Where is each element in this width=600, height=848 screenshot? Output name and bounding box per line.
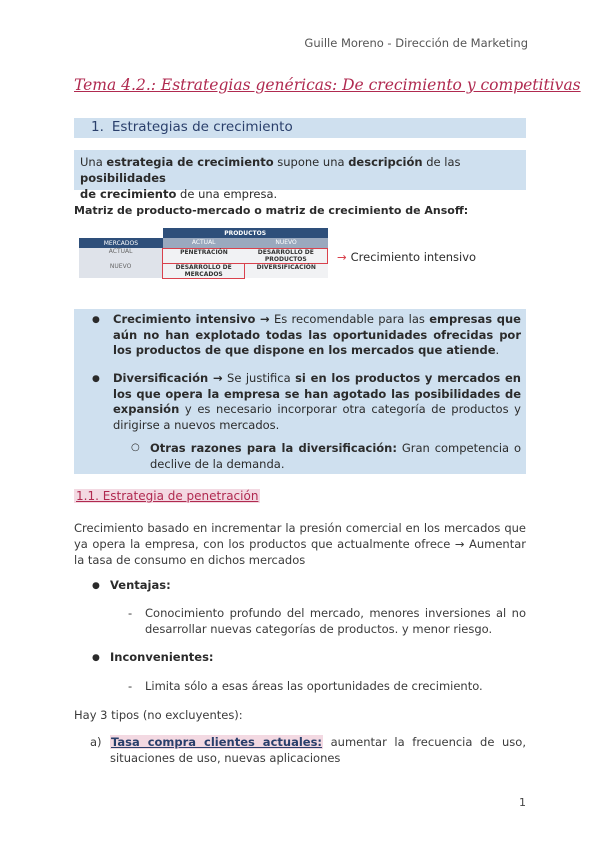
matrix-markets-header: MERCADOS [79, 238, 163, 248]
arrow-icon: → [337, 250, 347, 264]
bullet-title: Crecimiento intensivo → [113, 312, 270, 326]
bullet-intensivo [113, 312, 521, 359]
matrix-annotation-label: Crecimiento intensivo [350, 250, 477, 264]
tipo-a-title: Tasa compra clientes actuales: [111, 735, 323, 749]
section-number: 1. [91, 119, 104, 135]
matrix-col-actual: ACTUAL [163, 238, 245, 248]
matrix-row-nuevo: NUEVO [79, 263, 163, 278]
definition-term: descripción [348, 155, 423, 169]
list-letter: a) [90, 735, 102, 749]
tipo-a-text: aumentar la frecuencia de uso, situaciones de uso, nuevas aplicaciones [110, 735, 526, 765]
page-title: Tema 4.2.: Estrategias genéricas: De crecimiento y competitivas [74, 76, 581, 94]
document-header: Guille Moreno - Dirección de Marketing [304, 36, 528, 50]
bullet-emphasis: empresas que aún no han explotado todas las oportunidades ofrecidas por los productos de que dispone en los mercados que atiende [113, 312, 521, 357]
matrix-col-nuevo: NUEVO [245, 238, 328, 248]
bullet-text: Se justifica [222, 371, 296, 385]
definition-term: estrategia de crecimiento [106, 155, 274, 169]
ventajas-text: Conocimiento profundo del mercado, menores inversiones al no desarrollar nuevas categorías de productos. y menor riesgo. [145, 606, 526, 636]
section-heading [74, 118, 526, 138]
bullet-text: . [495, 343, 500, 357]
bullet-icon: ● [92, 374, 100, 384]
sub-bullet-otras-razones [150, 441, 521, 472]
matrix-cell-penetracion: PENETRACIÓN [163, 248, 245, 263]
tipos-intro: Hay 3 tipos (no excluyentes): [74, 708, 243, 722]
bullet-title: Otras razones para la diversificación: [150, 441, 397, 455]
bullet-title: Diversificación → [113, 371, 223, 385]
definition-box [74, 150, 526, 201]
matrix-caption: Matriz de producto-mercado o matriz de crecimiento de Ansoff: [74, 204, 469, 217]
matrix-annotation [337, 250, 476, 264]
definition-text: Una [80, 155, 107, 169]
bullet-icon: ● [92, 581, 100, 591]
bullet-icon: ● [92, 315, 100, 325]
definition-term: posibilidades [80, 171, 166, 185]
matrix-cell-desarrollo-mercados: DESARROLLO DE MERCADOS [163, 263, 245, 278]
definition-text: de una empresa. [176, 187, 278, 201]
matrix-cell-desarrollo-productos: DESARROLLO DE PRODUCTOS [245, 248, 328, 263]
bullet-text: Es recomendable para las [269, 312, 430, 326]
bullet-emphasis: si en los productos y mercados en los que opera la empresa se han agotado las posibilidades de expansión [113, 371, 521, 416]
matrix-cell-diversificacion: DIVERSIFICACIÓN [245, 263, 328, 278]
bullet-text: Gran competencia o declive de la demanda. [150, 441, 521, 471]
dash-icon: - [128, 679, 133, 693]
matrix-row-actual: ACTUAL [79, 248, 163, 263]
definition-text: de las [422, 155, 461, 169]
sub-bullet-icon: ○ [131, 442, 140, 453]
page-number: 1 [519, 796, 526, 809]
ansoff-matrix [79, 228, 328, 279]
subsection-heading: 1.1. Estrategia de penetración [76, 489, 259, 503]
dash-icon: - [128, 606, 133, 620]
bullet-icon: ● [92, 653, 100, 663]
definition-text: supone una [273, 155, 349, 169]
section-title: Estrategias de crecimiento [111, 119, 293, 135]
tipo-a-item [110, 734, 526, 766]
bullet-text: y es necesario incorporar otra categoría de productos y dirigirse a nuevos mercados. [113, 402, 521, 432]
definition-term: de crecimiento [80, 187, 177, 201]
inconvenientes-text: Limita sólo a esas áreas las oportunidades de crecimiento. [145, 679, 483, 693]
inconvenientes-label: Inconvenientes: [110, 650, 214, 664]
bullet-diversificacion [113, 371, 521, 433]
matrix-products-header: PRODUCTOS [163, 228, 328, 238]
intro-paragraph: Crecimiento basado en incrementar la presión comercial en los mercados que ya opera la empresa, con los productos que actualmente ofrece → Aumentar la tasa de consumo en dichos mercados [74, 521, 526, 567]
ventajas-label: Ventajas: [110, 578, 171, 592]
